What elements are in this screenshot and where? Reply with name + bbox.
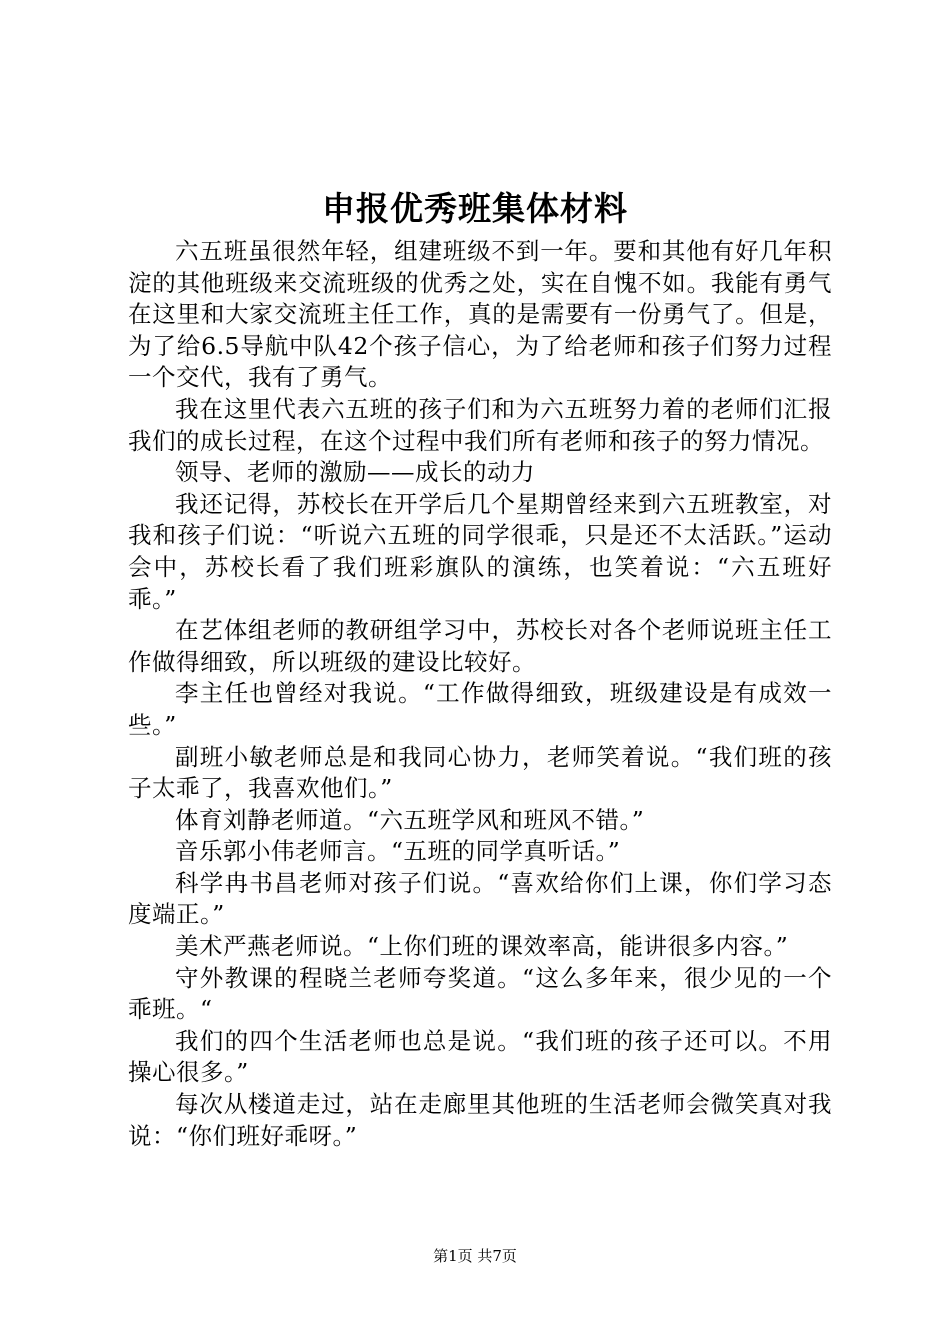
page-number-footer: 第1页 共7页 — [433, 1247, 517, 1265]
paragraph: 美术严燕老师说。“上你们班的课效率高，能讲很多内容。” — [175, 932, 789, 961]
paragraph: 守外教课的程晓兰老师夸奖道。“这么多年来，很少见的一个乖班。“ — [128, 963, 832, 1024]
section-heading: 领导、老师的激励——成长的动力 — [175, 458, 535, 487]
paragraph: 我们的四个生活老师也总是说。“我们班的孩子还可以。不用操心很多。” — [128, 1026, 832, 1087]
paragraph: 音乐郭小伟老师言。“五班的同学真听话。” — [175, 837, 621, 866]
paragraph: 科学冉书昌老师对孩子们说。“喜欢给你们上课，你们学习态度端正。” — [128, 868, 832, 929]
paragraph: 我还记得，苏校长在开学后几个星期曾经来到六五班教室，对我和孩子们说：“听说六五班的同学很乖，只是还不太活跃。”运动会中，苏校长看了我们班彩旗队的演练，也笑着说：“六五班好乖。” — [128, 489, 832, 613]
paragraph: 体育刘静老师道。“六五班学风和班风不错。” — [175, 805, 645, 834]
paragraph: 六五班虽很然年轻，组建班级不到一年。要和其他有好几年积淀的其他班级来交流班级的优秀之处，实在自愧不如。我能有勇气在这里和大家交流班主任工作，真的是需要有一份勇气了。但是，为了给6.5导航中队42个孩子信心，为了给老师和孩子们努力过程一个交代，我有了勇气。 — [128, 237, 832, 392]
paragraph: 李主任也曾经对我说。“工作做得细致，班级建设是有成效一些。” — [128, 679, 832, 739]
paragraph: 我在这里代表六五班的孩子们和为六五班努力着的老师们汇报我们的成长过程，在这个过程中我们所有老师和孩子的努力情况。 — [128, 394, 832, 455]
paragraph: 副班小敏老师总是和我同心协力，老师笑着说。“我们班的孩子太乖了，我喜欢他们。” — [128, 742, 832, 803]
page-title: 申报优秀班集体材料 — [322, 189, 628, 228]
document-body — [128, 236, 832, 1152]
paragraph: 在艺体组老师的教研组学习中，苏校长对各个老师说班主任工作做得细致，所以班级的建设比较好。 — [128, 616, 832, 676]
paragraph: 每次从楼道走过，站在走廊里其他班的生活老师会微笑真对我说：“你们班好乖呀。” — [128, 1090, 832, 1150]
